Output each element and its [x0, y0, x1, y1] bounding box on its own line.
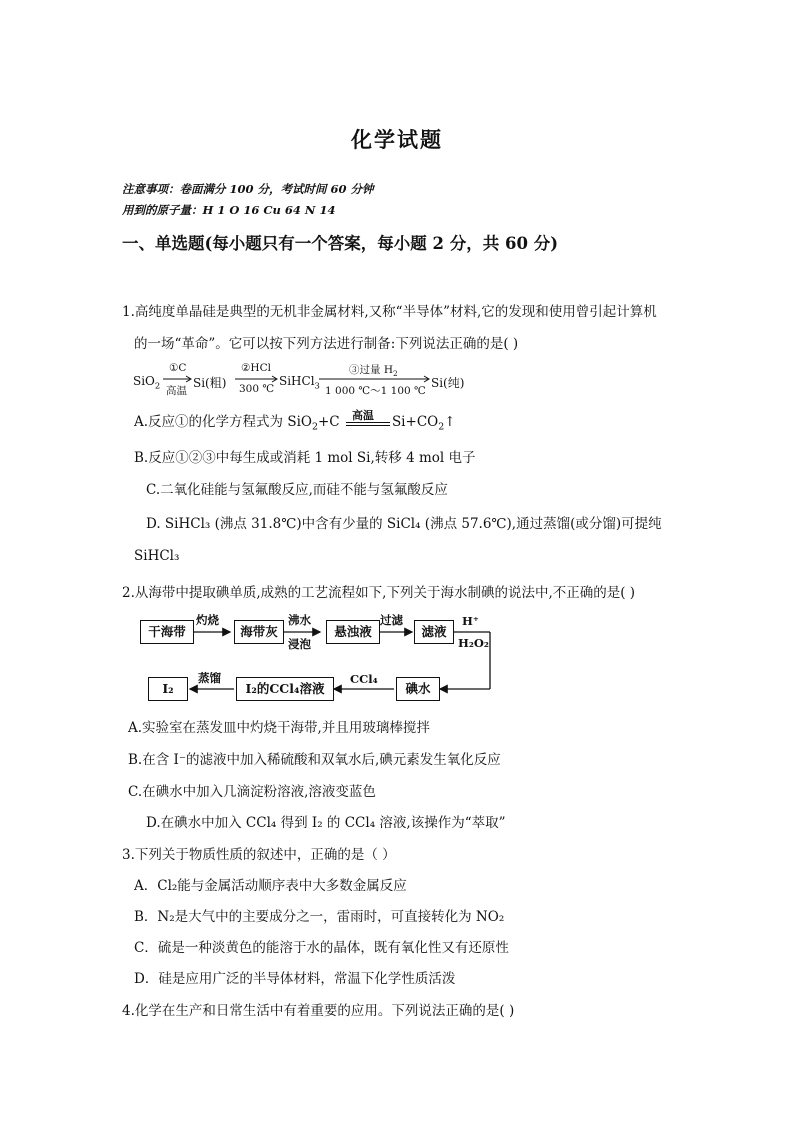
atomic-masses: 用到的原子量：H 1 O 16 Cu 64 N 14 [122, 203, 336, 217]
step1-condition: 高温 [166, 385, 187, 397]
q2-stem: 2.从海带中提取碘单质,成熟的工艺流程如下,下列关于海水制碘的说法中,不正确的是( ) [122, 585, 636, 601]
step3-condition: 1 000 ℃～1 100 ℃ [325, 385, 426, 397]
flow-box-suspension: 悬浊液 [326, 620, 380, 644]
q1-option-b[interactable]: B.反应①②③中每生成或消耗 1 mol Si,转移 4 mol 电子 [134, 450, 476, 466]
product-si-pure: Si(纯) [431, 376, 465, 390]
q3-option-a[interactable]: A．Cl₂能与金属活动顺序表中大多数金属反应 [134, 878, 407, 894]
flow-step-distill: 蒸馏 [198, 671, 221, 685]
flow-box-iodine-ccl4: I₂的CCl₄溶液 [236, 677, 334, 701]
flow-step-soak: 浸泡 [288, 637, 311, 651]
q2-option-d[interactable]: D.在碘水中加入 CCl₄ 得到 I₂ 的 CCl₄ 溶液,该操作为“萃取” [146, 815, 506, 831]
q4-stem: 4.化学在生产和日常生活中有着重要的应用。下列说法正确的是( ) [122, 1003, 515, 1019]
high-temp-condition: 高温 [346, 416, 390, 430]
q1-reaction-scheme [133, 362, 553, 400]
flow-box-filtrate: 滤液 [414, 620, 454, 644]
product-si-crude: Si(粗) [193, 376, 227, 390]
page-title: 化学试题 [351, 127, 443, 152]
q1-stem-line2: 的一场“革命”。它可以按下列方法进行制备:下列说法正确的是( ) [134, 336, 519, 352]
step1-arrow [163, 375, 193, 383]
q1-option-a[interactable]: A.反应①的化学方程式为 SiO$_2$+C 高温 $Si+CO_2↑$ [134, 408, 456, 433]
flow-step-acid: H⁺ [462, 614, 479, 628]
q1-option-c[interactable]: C.二氧化硅能与氢氟酸反应,而硅不能与氢氟酸反应 [146, 482, 448, 498]
flow-step-ccl4: CCl₄ [350, 672, 378, 686]
flow-step-boil: 沸水 [288, 613, 311, 627]
intermediate-sihcl3: SiHCl$_3$ [279, 374, 320, 391]
q3-option-c[interactable]: C．硫是一种淡黄色的能溶于水的晶体，既有氧化性又有还原性 [134, 940, 509, 956]
q1-option-d[interactable]: D. SiHCl₃ (沸点 31.8℃)中含有少量的 SiCl₄ (沸点 57.6℃),通过蒸馏(或分馏)可提纯 [146, 516, 662, 532]
step3-arrow [319, 375, 431, 383]
section-heading: 一、单选题(每小题只有一个答案，每小题 2 分，共 60 分) [122, 234, 559, 253]
flow-step-filter: 过滤 [380, 613, 403, 627]
step2-arrow [235, 375, 279, 383]
flow-box-kelp-ash: 海带灰 [234, 620, 284, 644]
flow-box-dry-kelp: 干海带 [140, 620, 194, 644]
q2-option-b[interactable]: B.在含 I⁻的滤液中加入稀硫酸和双氧水后,碘元素发生氧化反应 [128, 752, 501, 768]
q1-option-d-cont: SiHCl₃ [134, 548, 180, 564]
step2-reagent: ②HCl [241, 362, 271, 374]
q3-stem: 3.下列关于物质性质的叙述中，正确的是（ ） [122, 847, 396, 863]
q3-option-d[interactable]: D．硅是应用广泛的半导体材料，常温下化学性质活泼 [134, 971, 456, 987]
flow-step-h2o2: H₂O₂ [458, 636, 489, 650]
q2-option-a[interactable]: A.实验室在蒸发皿中灼烧干海带,并且用玻璃棒搅拌 [128, 720, 430, 736]
flow-step-burn: 灼烧 [196, 613, 219, 627]
q2-option-c[interactable]: C.在碘水中加入几滴淀粉溶液,溶液变蓝色 [128, 784, 376, 800]
exam-notes: 注意事项：卷面满分 100 分，考试时间 60 分钟 [122, 182, 374, 196]
flow-box-iodine: I₂ [148, 677, 188, 701]
step1-reagent: ①C [169, 362, 187, 374]
reactant-sio2: SiO$_2$ [133, 374, 161, 391]
step3-reagent: ③过量 $H_2$ [349, 364, 398, 379]
q3-option-b[interactable]: B．N₂是大气中的主要成分之一，雷雨时，可直接转化为 NO₂ [134, 909, 505, 925]
q1-stem-line1: 1.高纯度单晶硅是典型的无机非金属材料,又称“半导体”材料,它的发现和使用曾引起计算机 [122, 304, 657, 320]
flow-box-iodine-water: 碘水 [396, 677, 440, 701]
step2-condition: 300 ℃ [239, 383, 275, 395]
